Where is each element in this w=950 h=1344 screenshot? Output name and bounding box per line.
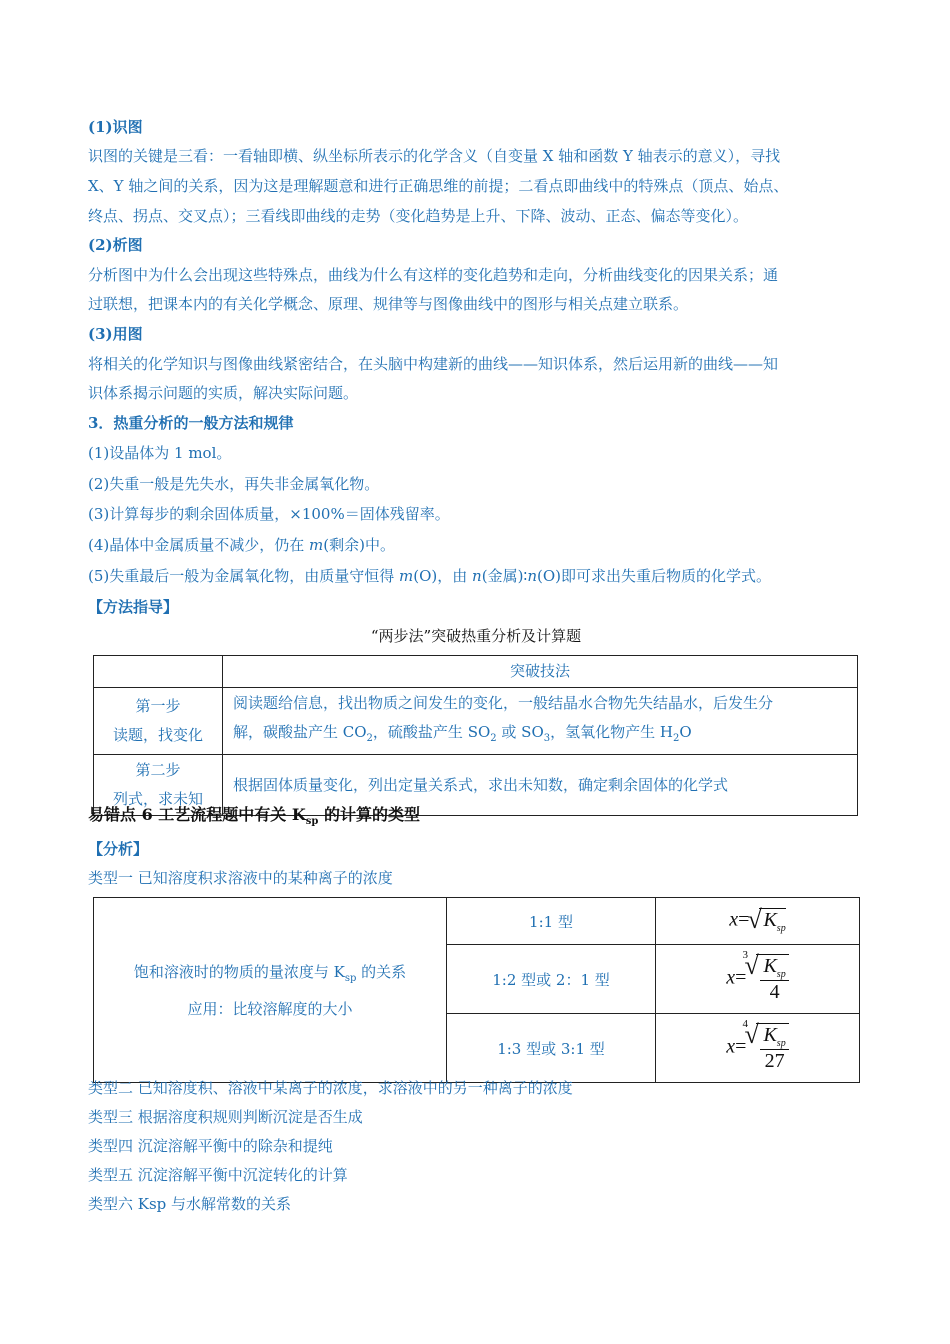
ksp-table [93, 897, 860, 1083]
subscript: 2 [490, 733, 497, 744]
formula-var: x [729, 908, 739, 931]
method-heading: 【方法指导】 [88, 598, 179, 616]
text-run: 解，碳酸盐产生 CO [233, 723, 367, 741]
step-label: 第二步 [135, 761, 181, 779]
subscript: sp [776, 1038, 786, 1049]
type-3: 类型三 根据溶度积规则判断沉淀是否生成 [88, 1108, 363, 1126]
step-name: 列式，求未知 [112, 790, 203, 808]
text-run: ，氢氧化物产生 H [550, 723, 673, 741]
step-name: 读题，找变化 [112, 726, 203, 744]
fourth-root-symbol [742, 1018, 788, 1073]
text-run: 的关系 [356, 962, 407, 981]
paragraph-line: 分析图中为什么会出现这些特殊点，曲线为什么有这样的变化趋势和走向，分析曲线变化的因果关系；通 [88, 266, 779, 284]
relation-cell [94, 898, 447, 1083]
formula-eq: = [738, 908, 750, 931]
step-cell [94, 688, 223, 755]
rule-4-text: (剩余)中。 [323, 536, 395, 554]
root-index: √ 4 [742, 1018, 748, 1030]
paragraph-line: X、Y 轴之间的关系，因为这是理解题意和进行正确思维的前提；二看点即曲线中的特殊点（顶点、始点、 [88, 177, 789, 195]
numerator [760, 955, 788, 981]
numerator [760, 1024, 788, 1050]
root-index: √ 3 [742, 949, 748, 961]
type-1: 类型一 已知溶度积求溶液中的某种离子的浓度 [88, 869, 393, 887]
text-run: O [679, 723, 692, 741]
text-run: 或 SO [496, 723, 544, 741]
step-text [233, 718, 856, 753]
rule-5-text: (O)，由 [413, 567, 473, 585]
text-run: ，硫酸盐产生 SO [372, 723, 491, 741]
type-4: 类型四 沉淀溶解平衡中的除杂和提纯 [88, 1137, 333, 1155]
fraction [760, 955, 788, 1004]
formula-eq: = [735, 966, 747, 989]
paragraph-line: 识体系揭示问题的实质，解决实际问题。 [88, 384, 359, 402]
subscript: 3 [543, 733, 551, 744]
table-header-empty [94, 656, 223, 688]
formula-var: x [726, 1035, 736, 1058]
subscript: sp [776, 969, 786, 980]
rule-5-text: (金属)∶ [481, 567, 528, 585]
rule-5-var: n [472, 567, 482, 585]
formula-var: x [726, 966, 736, 989]
formula-3 [656, 1014, 860, 1083]
type-6: 类型六 Ksp 与水解常数的关系 [88, 1195, 292, 1213]
rule-5-text: (O)即可求出失重后物质的化学式。 [537, 567, 772, 585]
step-description [223, 688, 858, 755]
heading-text: 易错点 6 工艺流程题中有关 K [88, 805, 306, 824]
rule-3: (3)计算每步的剩余固体质量，×100%＝固体残留率。 [88, 505, 450, 523]
fraction [760, 1024, 788, 1073]
paragraph-line: 终点、拐点、交叉点）；三看线即曲线的走势（变化趋势是上升、下降、波动、正态、偏态等变化）。 [88, 207, 749, 225]
step-label: 第一步 [135, 697, 181, 715]
formula-var: K [763, 909, 777, 931]
sqrt-symbol [759, 908, 785, 934]
application-text: 应用：比较溶解度的大小 [187, 999, 353, 1018]
formula-var: K [763, 955, 777, 977]
heading-text: 的计算的类型 [318, 805, 420, 824]
subscript: sp [776, 923, 786, 934]
analysis-heading: 【分析】 [88, 840, 149, 858]
formula-1 [656, 898, 860, 945]
paragraph-line: 将相关的化学知识与图像曲线紧密结合，在头脑中构建新的曲线——知识体系，然后运用新的曲线——知 [88, 355, 779, 373]
section-title-2: (2)析图 [88, 236, 143, 254]
rule-4-text: (4)晶体中金属质量不减少，仍在 [88, 536, 310, 554]
type-5: 类型五 沉淀溶解平衡中沉淀转化的计算 [88, 1166, 348, 1184]
rule-5-var: m [399, 567, 414, 585]
ratio-type: 1:2 型或 2：1 型 [447, 945, 656, 1014]
cbrt-symbol [742, 949, 788, 1004]
denominator: 4 [769, 981, 780, 1003]
rule-5-var: n [527, 567, 537, 585]
step-description: 根据固体质量变化，列出定量关系式，求出未知数，确定剩余固体的化学式 [223, 755, 858, 816]
relation-text [95, 957, 445, 994]
text-run: 饱和溶液时的物质的量浓度与 K [133, 962, 345, 981]
error-point-heading [88, 804, 420, 833]
section-title-1: (1)识图 [88, 118, 143, 136]
step-text: 阅读题给信息，找出物质之间发生的变化，一般结晶水合物先失结晶水，后发生分 [233, 694, 774, 712]
rule-1: (1)设晶体为 1 mol。 [88, 444, 232, 462]
paragraph-line: 过联想，把课本内的有关化学概念、原理、规律等与图像曲线中的图形与相关点建立联系。 [88, 295, 689, 313]
table-caption: “两步法”突破热重分析及计算题 [370, 627, 582, 645]
rule-4 [88, 534, 395, 556]
ratio-type: 1:1 型 [447, 898, 656, 945]
formula-var: K [763, 1024, 777, 1046]
formula-2 [656, 945, 860, 1014]
subscript: sp [305, 816, 319, 828]
rule-2: (2)失重一般是先失水，再失非金属氧化物。 [88, 475, 380, 493]
subscript: sp [344, 972, 357, 984]
subscript: 2 [366, 733, 373, 744]
denominator: 27 [764, 1050, 785, 1072]
two-step-table [93, 655, 858, 816]
formula-eq: = [735, 1035, 747, 1058]
rule-5 [88, 565, 771, 587]
section-title-3: (3)用图 [88, 325, 143, 343]
table-header: 突破技法 [223, 656, 858, 688]
ratio-type: 1:3 型或 3:1 型 [447, 1014, 656, 1083]
paragraph-line: 识图的关键是三看：一看轴即横、纵坐标所表示的化学含义（自变量 X 轴和函数 Y 轴表示的意义），寻找 [88, 147, 781, 165]
subscript: 2 [673, 733, 680, 744]
heading-3: 3．热重分析的一般方法和规律 [88, 414, 294, 432]
rule-4-var: m [309, 536, 324, 554]
type-2: 类型二 已知溶度积、溶液中某离子的浓度，求溶液中的另一种离子的浓度 [88, 1079, 573, 1097]
rule-5-text: (5)失重最后一般为金属氧化物，由质量守恒得 [88, 567, 400, 585]
